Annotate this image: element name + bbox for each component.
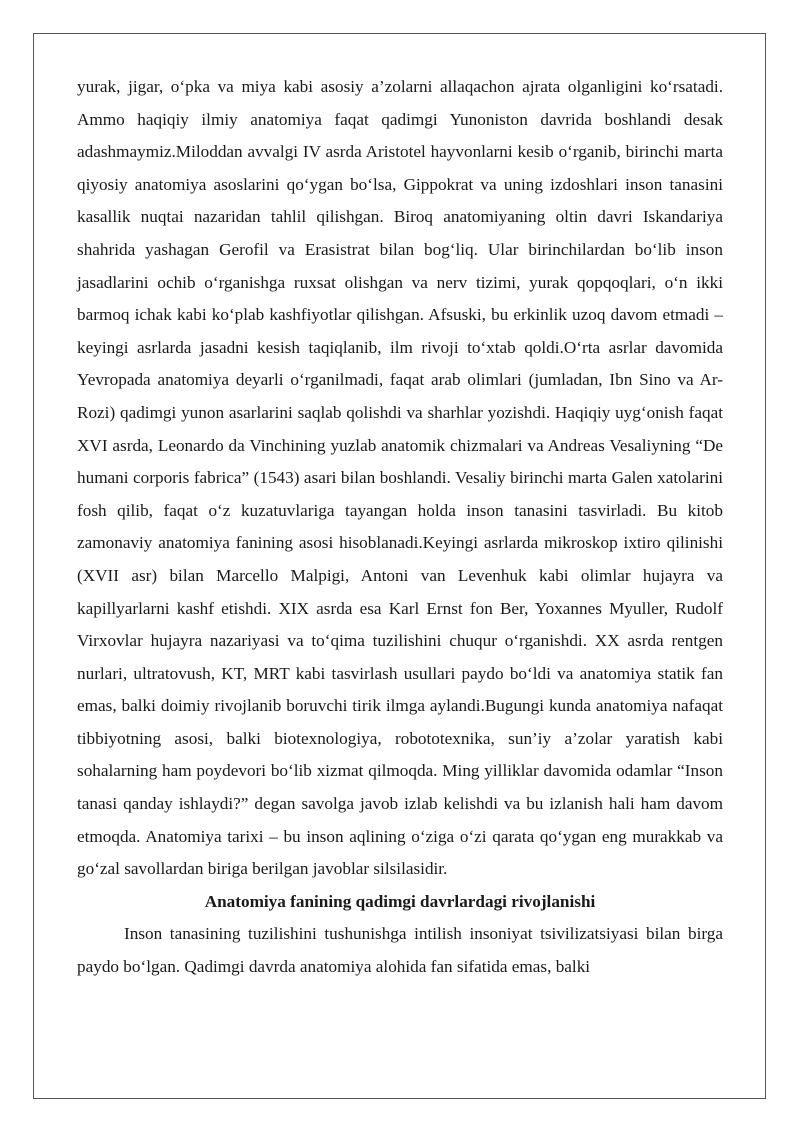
body-paragraph: Inson tanasining tuzilishini tushunishga intilish insoniyat tsivilizatsiyasi bilan birga paydo bo‘lgan. Qadimgi davrda anatomiya alohida fan sifatida emas, balki bbox=[77, 924, 723, 977]
body-paragraph: yurak, jigar, o‘pka va miya kabi asosiy a’zolarni allaqachon ajrata olganligini ko‘rsatadi. Ammo haqiqiy ilmiy anatomiya faqat qadimgi Yunoniston davrida boshlandi desak adashmaymiz.Miloddan avvalgi IV asrda Aristotel hayvonlarni kesib o‘rganib, birinchi marta qiyosiy anatomiya asoslarini qo‘ygan bo‘lsa, Gippokrat va uning izdoshlari inson tanasini kasallik nuqtai nazaridan tahlil qilishgan. Biroq anatomiyaning oltin davri Iskandariya shahrida yashagan Gerofil va Erasistrat bilan bog‘liq. Ular birinchilardan bo‘lib inson jasadlarini ochib o‘rganishga ruxsat olishgan va nerv tizimi, yurak qopqoqlari, o‘n ikki barmoq ichak kabi ko‘plab kashfiyotlar qilishgan. Afsuski, bu erkinlik uzoq davom etmadi – keyingi asrlarda jasadni kesish taqiqlanib, ilm rivoji to‘xtab qoldi.O‘rta asrlar davomida Yevropada anatomiya deyarli o‘rganilmadi, faqat arab olimlari (jumladan, Ibn Sino va Ar-Rozi) qadimgi yunon asarlarini saqlab qolishdi va sharhlar yozishdi. Haqiqiy uyg‘onish faqat XVI asrda, Leonardo da Vinchining yuzlab anatomik chizmalari va Andreas Vesaliyning “De humani corporis fabrica” (1543) asari bilan boshlandi. Vesaliy birinchi marta Galen xatolarini fosh qilib, faqat o‘z kuzatuvlariga tayangan holda inson tanasini tasvirladi. Bu kitob zamonaviy anatomiya fanining asosi hisoblanadi.Keyingi asrlarda mikroskop ixtiro qilinishi (XVII asr) bilan Marcello Malpigi, Antoni van Levenhuk kabi olimlar hujayra va kapillyarlarni kashf etishdi. XIX asrda esa Karl Ernst fon Ber, Yoxannes Myuller, Rudolf Virxovlar hujayra nazariyasi va to‘qima tuzilishini chuqur o‘rganishdi. XX asrda rentgen nurlari, ultratovush, KT, MRT kabi tasvirlash usullari paydo bo‘ldi va anatomiya statik fan emas, balki doimiy rivojlanib boruvchi tirik ilmga aylandi.Bugungi kunda anatomiya nafaqat tibbiyotning asosi, balki biotexnologiya, robototexnika, sun’iy a’zolar yaratish kabi sohalarning ham poydevori bo‘lib xizmat qilmoqda. Ming yilliklar davomida odamlar “Inson tanasi qanday ishlaydi?” degan savolga javob izlab kelishdi va bu izlanish hali ham davom etmoqda. Anatomiya tarixi – bu inson aqlining o‘ziga o‘zi qarata qo‘ygan eng murakkab va go‘zal savollardan biriga berilgan javoblar silsilasidir. bbox=[77, 77, 723, 879]
document-body bbox=[77, 71, 723, 984]
section-heading: Anatomiya fanining qadimgi davrlardagi rivojlanishi bbox=[204, 891, 596, 911]
